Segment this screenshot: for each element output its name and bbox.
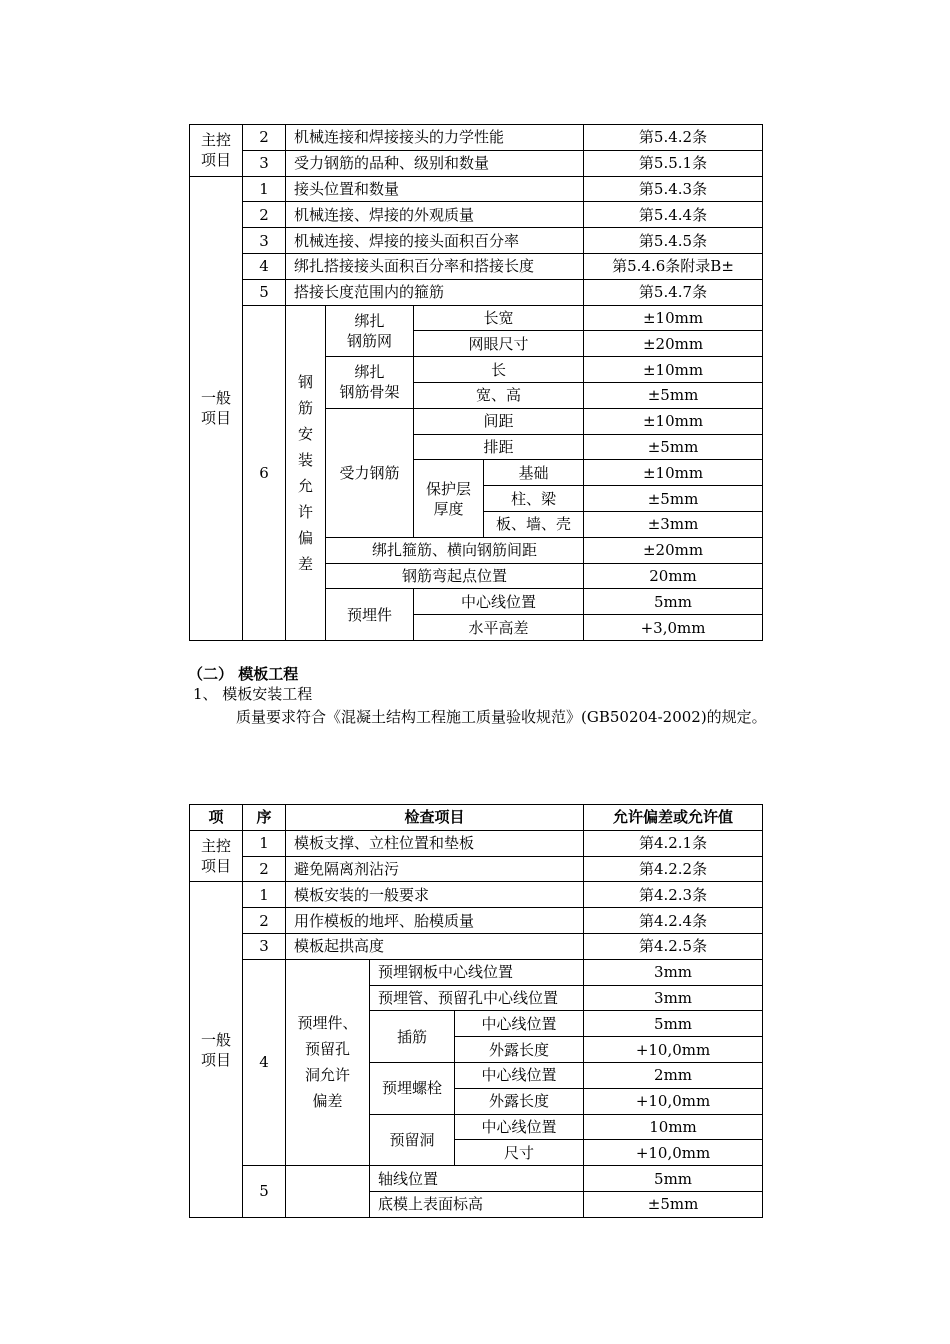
check-item: 绑扎箍筋、横向钢筋间距 (326, 537, 584, 563)
check-item: 受力钢筋的品种、级别和数量 (286, 150, 584, 176)
tolerance-value: 第4.2.5条 (584, 933, 763, 959)
check-item: 水平高差 (414, 615, 584, 641)
check-item: 基础 (484, 460, 584, 486)
table-row (190, 228, 763, 254)
check-item: 中心线位置 (414, 589, 584, 615)
table-row (190, 882, 763, 908)
group-label: 预留洞 (370, 1114, 455, 1166)
check-item: 柱、梁 (484, 486, 584, 512)
tolerance-value: 20mm (584, 563, 763, 589)
tolerance-value: ±20mm (584, 537, 763, 563)
check-item: 机械连接和焊接接头的力学性能 (286, 125, 584, 151)
group-label: 绑扎 钢筋骨架 (326, 357, 414, 409)
category-general: 一般 项目 (190, 882, 243, 1217)
table-row (190, 125, 763, 151)
table-row (190, 908, 763, 934)
check-item: 外露长度 (455, 1088, 584, 1114)
check-item: 绑扎搭接接头面积百分率和搭接长度 (286, 253, 584, 279)
steel-rebar-table (189, 124, 763, 641)
tolerance-value: 5mm (584, 1166, 763, 1192)
tolerance-value: 第4.2.4条 (584, 908, 763, 934)
table-row (190, 150, 763, 176)
category-general: 一般 项目 (190, 176, 243, 640)
tolerance-value: ±10mm (584, 357, 763, 383)
tolerance-value: 5mm (584, 1011, 763, 1037)
check-item: 宽、高 (414, 382, 584, 408)
seq-number: 1 (243, 882, 286, 908)
tolerance-value: ±10mm (584, 305, 763, 331)
check-item: 模板安装的一般要求 (286, 882, 584, 908)
tolerance-value: 第5.4.3条 (584, 176, 763, 202)
tolerance-value: 第5.4.2条 (584, 125, 763, 151)
check-item: 搭接长度范围内的箍筋 (286, 279, 584, 305)
tolerance-value: 10mm (584, 1114, 763, 1140)
header-tolerance: 允许偏差或允许值 (584, 805, 763, 831)
check-item: 钢筋弯起点位置 (326, 563, 584, 589)
seq-number: 5 (243, 279, 286, 305)
empty-cell (286, 1166, 370, 1218)
tolerance-value: ±10mm (584, 408, 763, 434)
check-item: 避免隔离剂沾污 (286, 856, 584, 882)
section-heading: （二） 模板工程 (188, 665, 299, 683)
header-check-item: 检查项目 (286, 805, 584, 831)
check-item: 模板起拱高度 (286, 933, 584, 959)
check-item: 中心线位置 (455, 1114, 584, 1140)
table-row (190, 279, 763, 305)
check-item: 中心线位置 (455, 1011, 584, 1037)
check-item: 尺寸 (455, 1140, 584, 1166)
tolerance-value: ±5mm (584, 1191, 763, 1217)
check-item: 外露长度 (455, 1037, 584, 1063)
body-paragraph: 质量要求符合《混凝土结构工程施工质量验收规范》(GB50204-2002)的规定。 (236, 708, 767, 726)
check-item: 中心线位置 (455, 1062, 584, 1088)
tolerance-value: ±3mm (584, 511, 763, 537)
tolerance-value: 第5.4.4条 (584, 202, 763, 228)
tolerance-value: 第5.4.6条附录B± (584, 253, 763, 279)
category-main-control: 主控 项目 (190, 125, 243, 177)
formwork-table (189, 804, 763, 1218)
seq-number: 2 (243, 202, 286, 228)
check-item: 长 (414, 357, 584, 383)
header-item: 项 (190, 805, 243, 831)
header-seq: 序 (243, 805, 286, 831)
tolerance-value: 3mm (584, 985, 763, 1011)
tolerance-value: ±5mm (584, 382, 763, 408)
seq-number: 1 (243, 830, 286, 856)
tolerance-value: ±20mm (584, 331, 763, 357)
table-row (190, 202, 763, 228)
check-item: 用作模板的地坪、胎模质量 (286, 908, 584, 934)
tolerance-value: 第5.4.5条 (584, 228, 763, 254)
vertical-label: 钢 筋 安 装 允 许 偏 差 (286, 305, 326, 640)
seq-number: 1 (243, 176, 286, 202)
seq-number: 3 (243, 228, 286, 254)
tolerance-value: ±5mm (584, 434, 763, 460)
tolerance-value: 2mm (584, 1062, 763, 1088)
group-label: 绑扎 钢筋网 (326, 305, 414, 357)
check-item: 预埋钢板中心线位置 (370, 959, 584, 985)
check-item: 机械连接、焊接的外观质量 (286, 202, 584, 228)
table-row (190, 830, 763, 856)
tolerance-value: 第4.2.2条 (584, 856, 763, 882)
check-item: 板、墙、壳 (484, 511, 584, 537)
seq-number: 3 (243, 150, 286, 176)
check-item: 接头位置和数量 (286, 176, 584, 202)
table-header-row (190, 805, 763, 831)
seq-number: 4 (243, 959, 286, 1165)
check-item: 排距 (414, 434, 584, 460)
category-main-control: 主控 项目 (190, 830, 243, 882)
table-row (190, 1166, 763, 1192)
table-row (190, 253, 763, 279)
tolerance-value: 第5.4.7条 (584, 279, 763, 305)
tolerance-value: 5mm (584, 589, 763, 615)
check-item: 模板支撑、立柱位置和垫板 (286, 830, 584, 856)
group-label: 保护层 厚度 (414, 460, 484, 537)
check-item: 机械连接、焊接的接头面积百分率 (286, 228, 584, 254)
tolerance-value: +10,0mm (584, 1088, 763, 1114)
table-row (190, 959, 763, 985)
check-item: 轴线位置 (370, 1166, 584, 1192)
check-item: 底模上表面标高 (370, 1191, 584, 1217)
tolerance-value: +3,0mm (584, 615, 763, 641)
tolerance-value: 第4.2.1条 (584, 830, 763, 856)
check-item: 预埋管、预留孔中心线位置 (370, 985, 584, 1011)
tolerance-value: ±5mm (584, 486, 763, 512)
tolerance-value: 第5.5.1条 (584, 150, 763, 176)
seq-number: 5 (243, 1166, 286, 1218)
tolerance-value: +10,0mm (584, 1037, 763, 1063)
check-item: 网眼尺寸 (414, 331, 584, 357)
group-label: 预埋螺栓 (370, 1062, 455, 1114)
table-row (190, 933, 763, 959)
table-row (190, 176, 763, 202)
group-label: 预埋件 (326, 589, 414, 641)
check-item: 长宽 (414, 305, 584, 331)
seq-number: 6 (243, 305, 286, 640)
tolerance-value: 第4.2.3条 (584, 882, 763, 908)
seq-number: 3 (243, 933, 286, 959)
seq-number: 4 (243, 253, 286, 279)
tolerance-value: +10,0mm (584, 1140, 763, 1166)
group-label: 受力钢筋 (326, 408, 414, 537)
sub-heading: 1、 模板安装工程 (193, 685, 313, 703)
tolerance-value: 3mm (584, 959, 763, 985)
table-row (190, 856, 763, 882)
seq-number: 2 (243, 856, 286, 882)
check-item: 间距 (414, 408, 584, 434)
table-row (190, 305, 763, 331)
group-label: 插筋 (370, 1011, 455, 1063)
tolerance-value: ±10mm (584, 460, 763, 486)
seq-number: 2 (243, 125, 286, 151)
seq-number: 2 (243, 908, 286, 934)
group-label: 预埋件、 预留孔 洞允许 偏差 (286, 959, 370, 1165)
